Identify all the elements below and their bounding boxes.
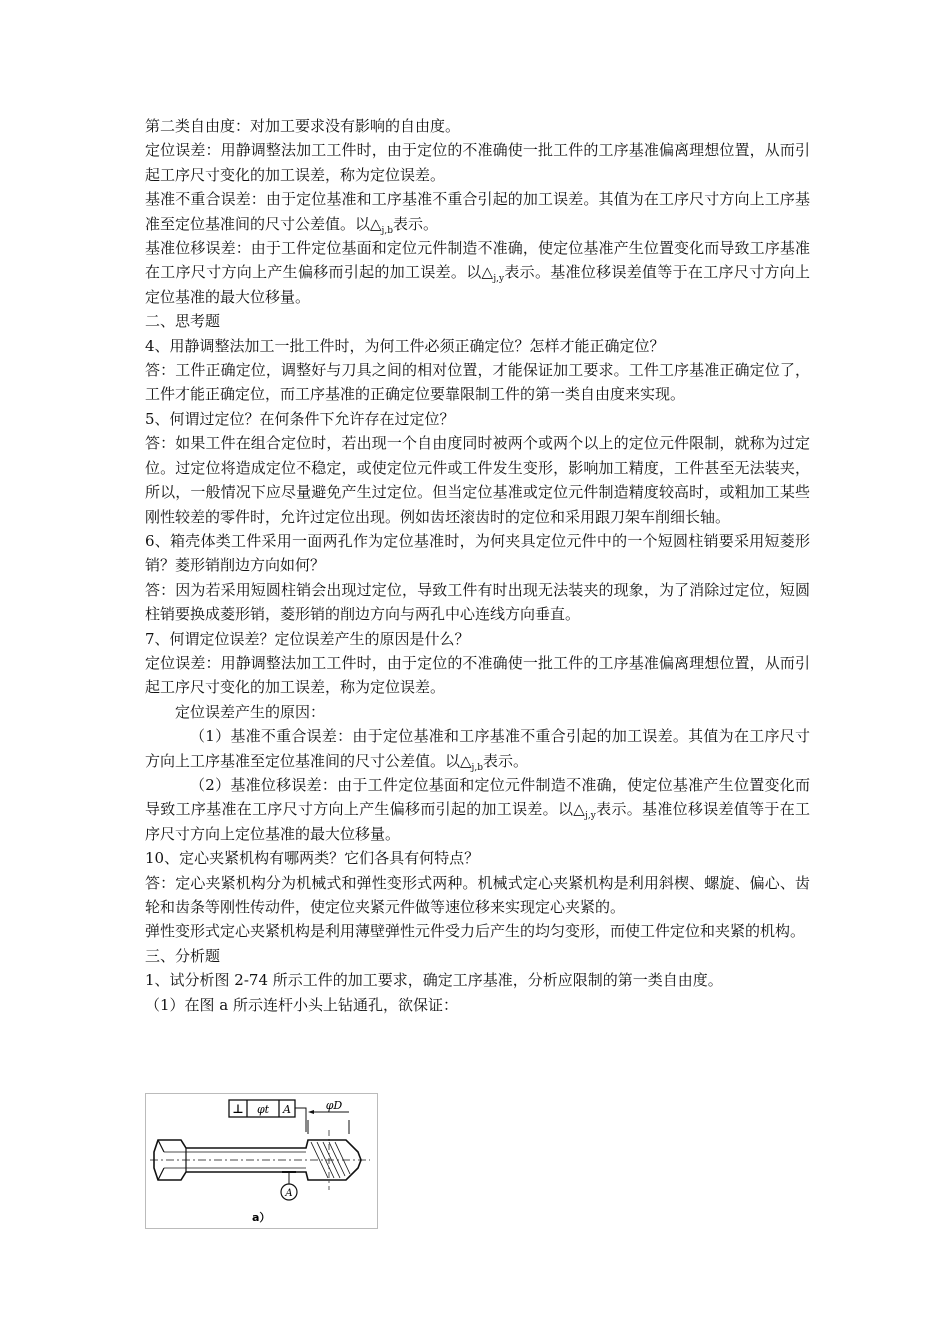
cause-item xyxy=(145,773,810,846)
text-span: 表示。基准位移误差值等于在工序尺寸方向上定位基准的最大位移量。 xyxy=(145,263,810,306)
rod-body xyxy=(150,1130,370,1190)
answer: 答：定心夹紧机构分为机械式和弹性变形式两种。机械式定心夹紧机构是利用斜楔、螺旋、偏心、齿轮和齿条等刚性传动件，使定位夹紧元件做等速位移来实现定心夹紧的。 xyxy=(145,873,810,916)
question: 7、何谓定位误差？定位误差产生的原因是什么？ xyxy=(145,629,470,648)
answer: 定位误差：用静调整法加工工件时，由于定位的不准确使一批工件的工序基准偏离理想位置，从而引起工序尺寸变化的加工误差，称为定位误差。 xyxy=(145,653,810,697)
part-drawing-figure xyxy=(145,1093,378,1229)
tolerance-value: φt xyxy=(256,1103,270,1116)
diameter-dimension xyxy=(308,1099,349,1134)
figure-caption: a） xyxy=(252,1211,271,1224)
datum-a-symbol xyxy=(281,1172,297,1200)
question: 6、箱壳体类工件采用一面两孔作为定位基准时，为何夹具定位元件中的一个短圆柱销要采用短菱形销？菱形销削边方向如何？ xyxy=(145,531,810,575)
document-body xyxy=(145,114,810,1017)
subscript: j,y xyxy=(585,811,596,822)
cause-item xyxy=(145,724,810,773)
tolerance-frame xyxy=(229,1100,295,1117)
section-heading: 三、分析题 xyxy=(145,946,221,965)
section-heading: 二、思考题 xyxy=(145,312,221,331)
text-span: （1）基准不重合误差：由于定位基准和工序基准不重合引起的加工误差。其值为在工序尺寸方向上工序基准至定位基准间的尺寸公差值。以△ xyxy=(145,727,810,770)
text-span: 表示。 xyxy=(482,751,528,770)
datum-label: A xyxy=(285,1188,293,1199)
text-line: 定位误差：用静调整法加工工件时，由于定位的不准确使一批工件的工序基准偏离理想位置，从而引起工序尺寸变化的加工误差，称为定位误差。 xyxy=(145,141,810,184)
text-span: 基准位移误差：由于工件定位基面和定位元件制造不准确，使定位基准产生位置变化而导致工序基准在工序尺寸方向上产生偏移而引起的加工误差。以△ xyxy=(145,239,810,282)
question: 1、试分析图 2-74 所示工件的加工要求，确定工序基准，分析应限制的第一类自由度。 xyxy=(145,971,723,990)
text-span: （2）基准位移误差：由于工件定位基面和定位元件制造不准确，使定位基准产生位置变化而导致工序基准在工序尺寸方向上产生偏移而引起的加工误差。以△ xyxy=(145,775,810,819)
connecting-rod-drawing xyxy=(146,1094,377,1228)
answer: 弹性变形式定心夹紧机构是利用薄壁弹性元件受力后产生的均匀变形，而使工件定位和夹紧的机构。 xyxy=(145,922,806,941)
answer: 答：如果工件在组合定位时，若出现一个自由度同时被两个或两个以上的定位元件限制，就称为过定位。过定位将造成定位不稳定，或使定位元件或工件发生变形，影响加工精度，工件甚至无法装夹，所以，一般情况下应尽量避免产生过定位。但当定位基准或定位元件制造精度较高时，或粗加工某些刚性较差的零件时，允许过定位出现。例如齿坯滚齿时的定位和采用跟刀架车削细长轴。 xyxy=(145,434,810,526)
text-line: 第二类自由度：对加工要求没有影响的自由度。 xyxy=(145,117,461,135)
text-span: 表示。 xyxy=(392,214,438,233)
dimension-label: φD xyxy=(325,1099,343,1112)
answer: 答：工件正确定位，调整好与刀具之间的相对位置，才能保证加工要求。工件工序基准正确定位了，工件才能正确定位，而工序基准的正确定位要靠限制工件的第一类自由度来实现。 xyxy=(145,361,810,404)
perpendicularity-symbol: ⊥ xyxy=(232,1102,244,1116)
question: 10、定心夹紧机构有哪两类？它们各具有何特点？ xyxy=(145,849,480,868)
subscript: j,b xyxy=(381,225,393,236)
question: 5、何谓过定位？在何条件下允许存在过定位？ xyxy=(145,409,455,428)
cause-title: 定位误差产生的原因： xyxy=(175,702,326,721)
text-span: 表示。基准位移误差值等于在工序尺寸方向上定位基准的最大位移量。 xyxy=(145,800,810,843)
tolerance-datum: A xyxy=(283,1103,291,1116)
text-span: 基准不重合误差：由于定位基准和工序基准不重合引起的加工误差。其值为在工序尺寸方向上工序基准至定位基准间的尺寸公差值。以△ xyxy=(145,190,810,233)
answer: 答：因为若采用短圆柱销会出现过定位，导致工件有时出现无法装夹的现象，为了消除过定位，短圆柱销要换成菱形销，菱形销的削边方向与两孔中心连线方向垂直。 xyxy=(145,580,810,624)
question: 4、用静调整法加工一批工件时，为何工件必须正确定位？怎样才能正确定位？ xyxy=(145,336,665,355)
text-line xyxy=(145,187,810,236)
subscript: j,b xyxy=(471,762,483,773)
subscript: j,y xyxy=(493,274,505,285)
question: （1）在图 a 所示连杆小头上钻通孔，欲保证： xyxy=(145,995,459,1014)
text-line xyxy=(145,236,810,309)
